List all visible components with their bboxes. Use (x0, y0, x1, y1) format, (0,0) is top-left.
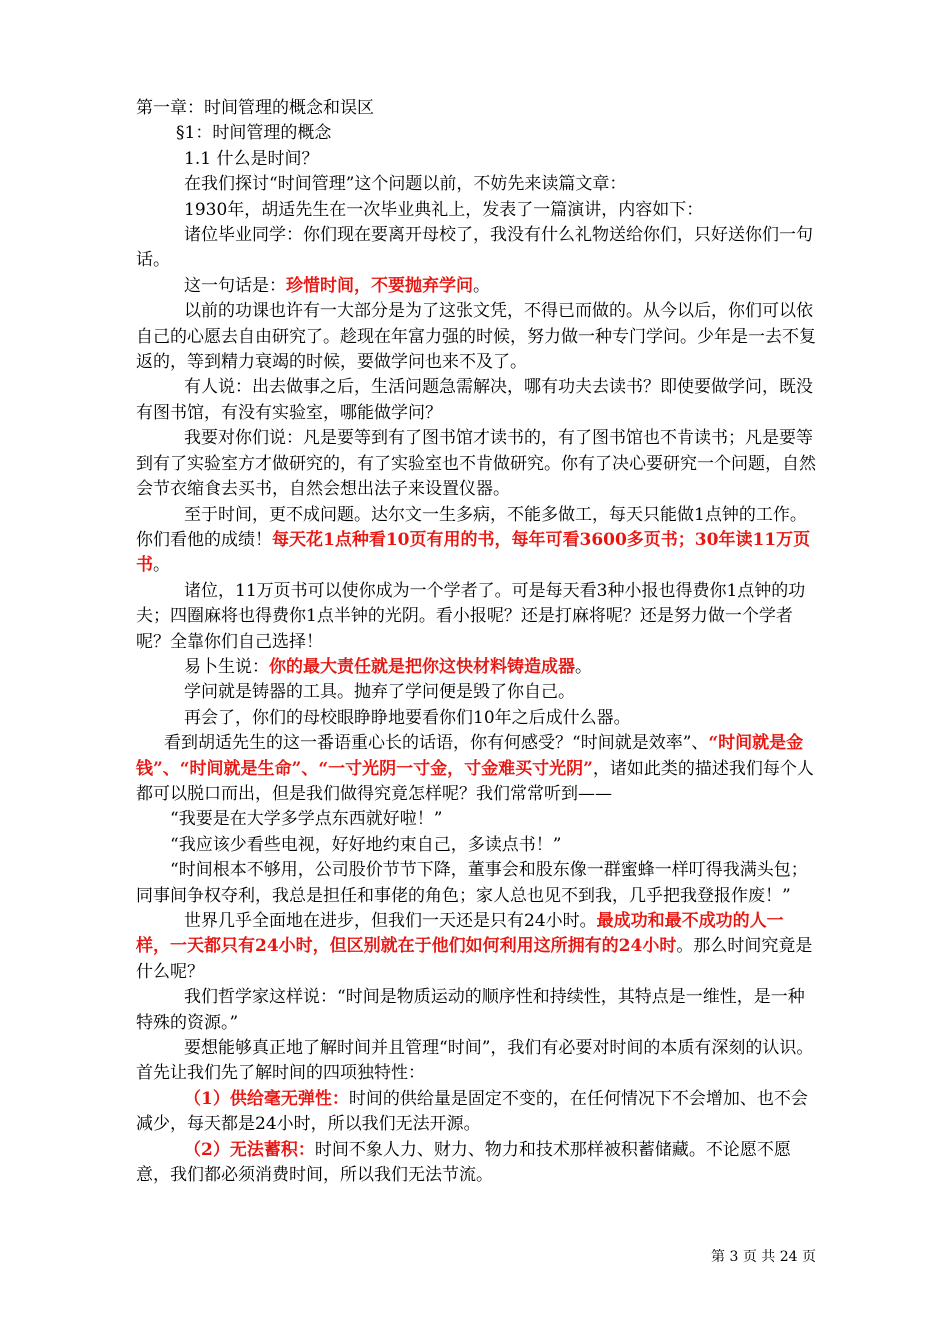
paragraph: 至于时间，更不成问题。达尔文一生多病，不能多做工，每天只能做1点钟的工作。你们看他的成绩！每天花1点种看10页有用的书，每年可看3600多页书；30年读11万页书。 (136, 504, 811, 576)
feature-item: （2）无法蓄积：时间不象人力、财力、物力和技术那样被积蓄储藏。不论愿不愿意，我们都必须消费时间，所以我们无法节流。 (136, 1139, 791, 1186)
paragraph: 我们哲学家这样说：“时间是物质运动的顺序性和持续性，其特点是一维性，是一种特殊的资源。” (136, 987, 805, 1033)
feature-item: （1）供给毫无弹性：时间的供给量是固定不变的，在任何情况下不会增加、也不会减少，每天都是24小时，所以我们无法开源。 (136, 1088, 808, 1135)
feature-label: （2）无法蓄积： (184, 1139, 315, 1160)
emphasis-text: 每天花1点种看10页有用的书，每年可看3600多页书；30年读11万页书 (136, 529, 811, 576)
quote: “时间根本不够用，公司股价节节下降，董事会和股东像一群蜜蜂一样叮得我满头包；同事间争权夺利，我总是担任和事佬的角色；家人总也见不到我，几乎把我登报作废！” (136, 860, 808, 906)
section-heading: §1：时间管理的概念 (176, 123, 332, 144)
chapter-heading: 第一章：时间管理的概念和误区 (136, 98, 374, 118)
emphasis-text: 最成功和最不成功的人一样，一天都只有24小时，但区别就在于他们如何利用这所拥有的24小时 (136, 911, 784, 957)
paragraph: 学问就是铸器的工具。抛弃了学问便是毁了你自己。 (184, 682, 575, 703)
paragraph: 再会了，你们的母校眼睁睁地要看你们10年之后成什么器。 (184, 707, 631, 728)
quote: “我应该少看些电视，好好地约束自己，多读点书！” (170, 834, 562, 855)
quote: “我要是在大学多学点东西就好啦！” (170, 809, 443, 830)
paragraph: 世界几乎全面地在进步，但我们一天还是只有24小时。最成功和最不成功的人一样，一天都只有24小时，但区别就在于他们如何利用这所拥有的24小时。那么时间究竟是什么呢？ (136, 911, 813, 982)
paragraph: 看到胡适先生的这一番语重心长的话语，你有何感受？“时间就是效率”、“时间就是金钱”、“时间就是生命”、“一寸光阴一寸金，寸金难买寸光阴”，诸如此类的描述我们每个人都可以脱口而出，但是我们做得究竟怎样呢？我们常常听到—— (136, 733, 814, 804)
paragraph: 易卜生说：你的最大责任就是把你这快材料铸造成器。 (184, 656, 592, 677)
paragraph: 在我们探讨“时间管理”这个问题以前，不妨先来读篇文章： (184, 174, 627, 195)
emphasis-text: 珍惜时间，不要抛弃学问 (286, 275, 473, 296)
subsection-heading: 1.1 什么是时间？ (184, 148, 319, 169)
feature-label: （1）供给毫无弹性： (184, 1088, 349, 1109)
paragraph: 我要对你们说：凡是要等到有了图书馆才读书的，有了图书馆也不肯读书；凡是要等到有了实验室方才做研究的，有了实验室也不肯做研究。你有了决心要研究一个问题，自然会节衣缩食去买书，自然会想出法子来设置仪器。 (136, 428, 816, 500)
paragraph: 有人说：出去做事之后，生活问题急需解决，哪有功夫去读书？即使要做学问，既没有图书馆，有没有实验室，哪能做学问？ (136, 377, 813, 423)
document-body (136, 96, 816, 1188)
paragraph: 诸位，11万页书可以使你成为一个学者了。可是每天看3种小报也得费你1点钟的功夫；四圈麻将也得费你1点半钟的光阴。看小报呢？还是打麻将呢？还是努力做一个学者呢？全靠你们自己选择！ (136, 580, 806, 652)
emphasis-text: “时间就是金钱”、“时间就是生命”、“一寸光阴一寸金，寸金难买寸光阴” (136, 733, 804, 779)
paragraph: 要想能够真正地了解时间并且管理“时间”，我们有必要对时间的本质有深刻的认识。首先让我们先了解时间的四项独特性： (136, 1038, 814, 1084)
paragraph: 诸位毕业同学：你们现在要离开母校了，我没有什么礼物送给你们，只好送你们一句话。 (136, 225, 813, 271)
page-number: 第 3 页 共 24 页 (711, 1249, 816, 1265)
paragraph: 以前的功课也许有一大部分是为了这张文凭，不得已而做的。从今以后，你们可以依自己的心愿去自由研究了。趁现在年富力强的时候，努力做一种专门学问。少年是一去不复返的，等到精力衰竭的时候，要做学问也来不及了。 (136, 301, 816, 373)
emphasis-text: 你的最大责任就是把你这快材料铸造成器 (269, 656, 575, 677)
paragraph: 1930年，胡适先生在一次毕业典礼上，发表了一篇演讲，内容如下： (184, 199, 704, 220)
paragraph: 这一句话是：珍惜时间，不要抛弃学问。 (184, 275, 490, 296)
